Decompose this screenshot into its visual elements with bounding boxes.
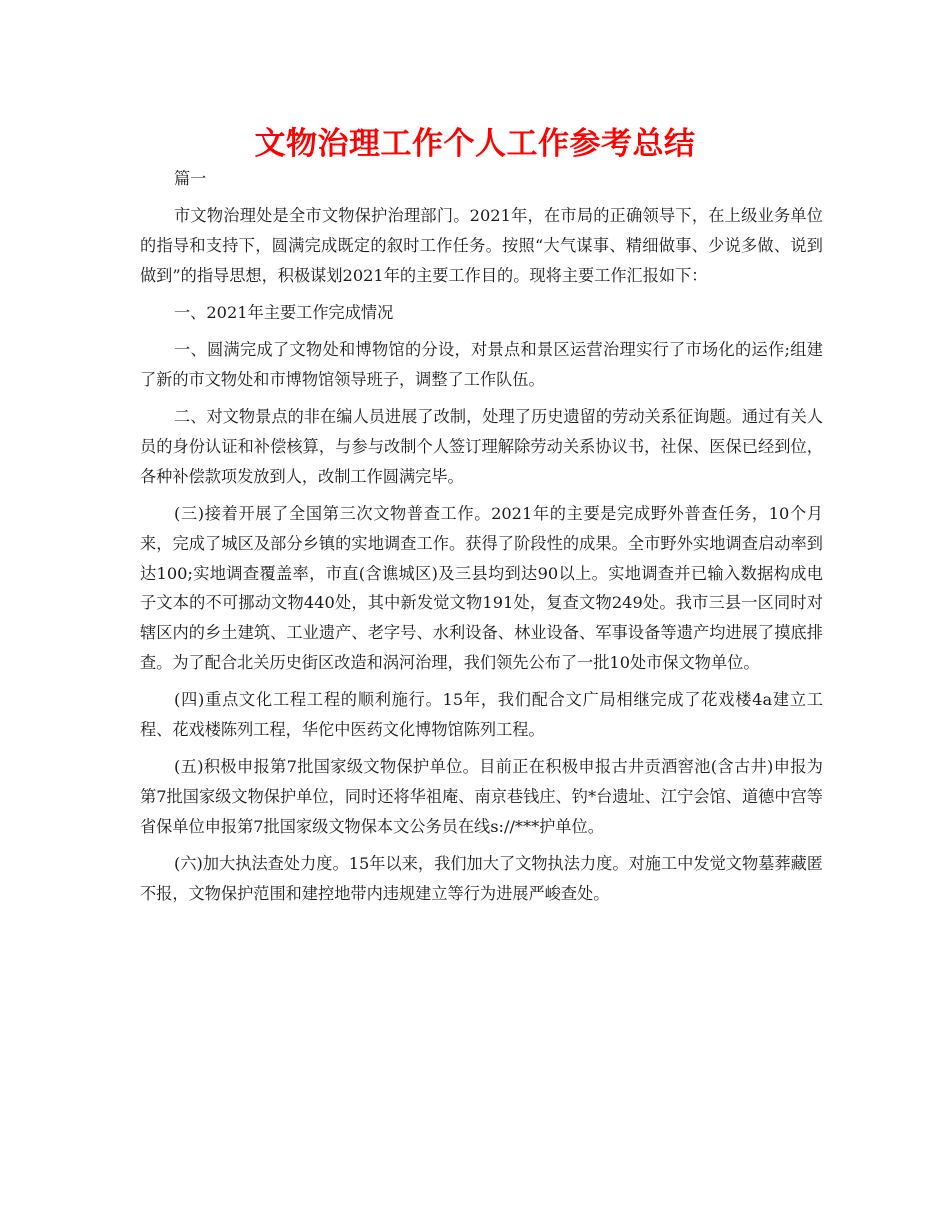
document-title: 文物治理工作个人工作参考总结 [254,126,696,162]
paragraph-item-6: (六)加大执法查处力度。15年以来，我们加大了文物执法力度。对施工中发觉文物墓葬藏匿不报，文物保护范围和建控地带内违规建立等行为进展严峻查处。 [140,853,823,903]
paragraph-item-4: (四)重点文化工程工程的顺利施行。15年，我们配合文广局相继完成了花戏楼4a建立工程、花戏楼陈列工程，华佗中医药文化博物馆陈列工程。 [140,690,823,739]
document-body [140,164,823,916]
paragraph-item-5: (五)积极申报第7批国家级文物保护单位。目前正在积极申报古井贡酒窖池(含古井)申报为第7批国家级文物保护单位，同时还将华祖庵、南京巷钱庄、钓*台遗址、江宁会馆、道德中宫等省保单位申报第7批国家级文物保本文公务员在线s://***护单位。 [140,757,823,836]
paragraph-intro: 市文物治理处是全市文物保护治理部门。2021年，在市局的正确领导下，在上级业务单位的指导和支持下，圆满完成既定的叙时工作任务。按照“大气谋事、精细做事、少说多做、说到做到”的指导思想，积极谋划2021年的主要工作目的。现将主要工作汇报如下： [140,206,823,285]
paragraph-item-3: (三)接着开展了全国第三次文物普查工作。2021年的主要是完成野外普查任务，10个月来，完成了城区及部分乡镇的实地调查工作。获得了阶段性的成果。全市野外实地调查启动率到达100;实地调查覆盖率，市直(含谯城区)及三县均到达90以上。实地调查并已输入数据构成电子文本的不可挪动文物440处，其中新发觉文物191处，复查文物249处。我市三县一区同时对辖区内的乡土建筑、工业遗产、老字号、水利设备、林业设备、军事设备等遗产均进展了摸底排查。为了配合北关历史街区改造和涡河治理，我们领先公布了一批10处市保文物单位。 [140,503,823,672]
paragraph-item-1: 一、圆满完成了文物处和博物馆的分设，对景点和景区运营治理实行了市场化的运作;组建了新的市文物处和市博物馆领导班子，调整了工作队伍。 [140,340,823,389]
paragraph-item-2: 二、对文物景点的非在编人员进展了改制，处理了历史遗留的劳动关系征询题。通过有关人员的身份认证和补偿核算，与参与改制个人签订理解除劳动关系协议书，社保、医保已经到位，各种补偿款项发放到人，改制工作圆满完毕。 [140,407,823,486]
paragraph-heading-completion: 一、2021年主要工作完成情况 [174,302,394,322]
paragraph-section-label: 篇一 [174,169,207,188]
